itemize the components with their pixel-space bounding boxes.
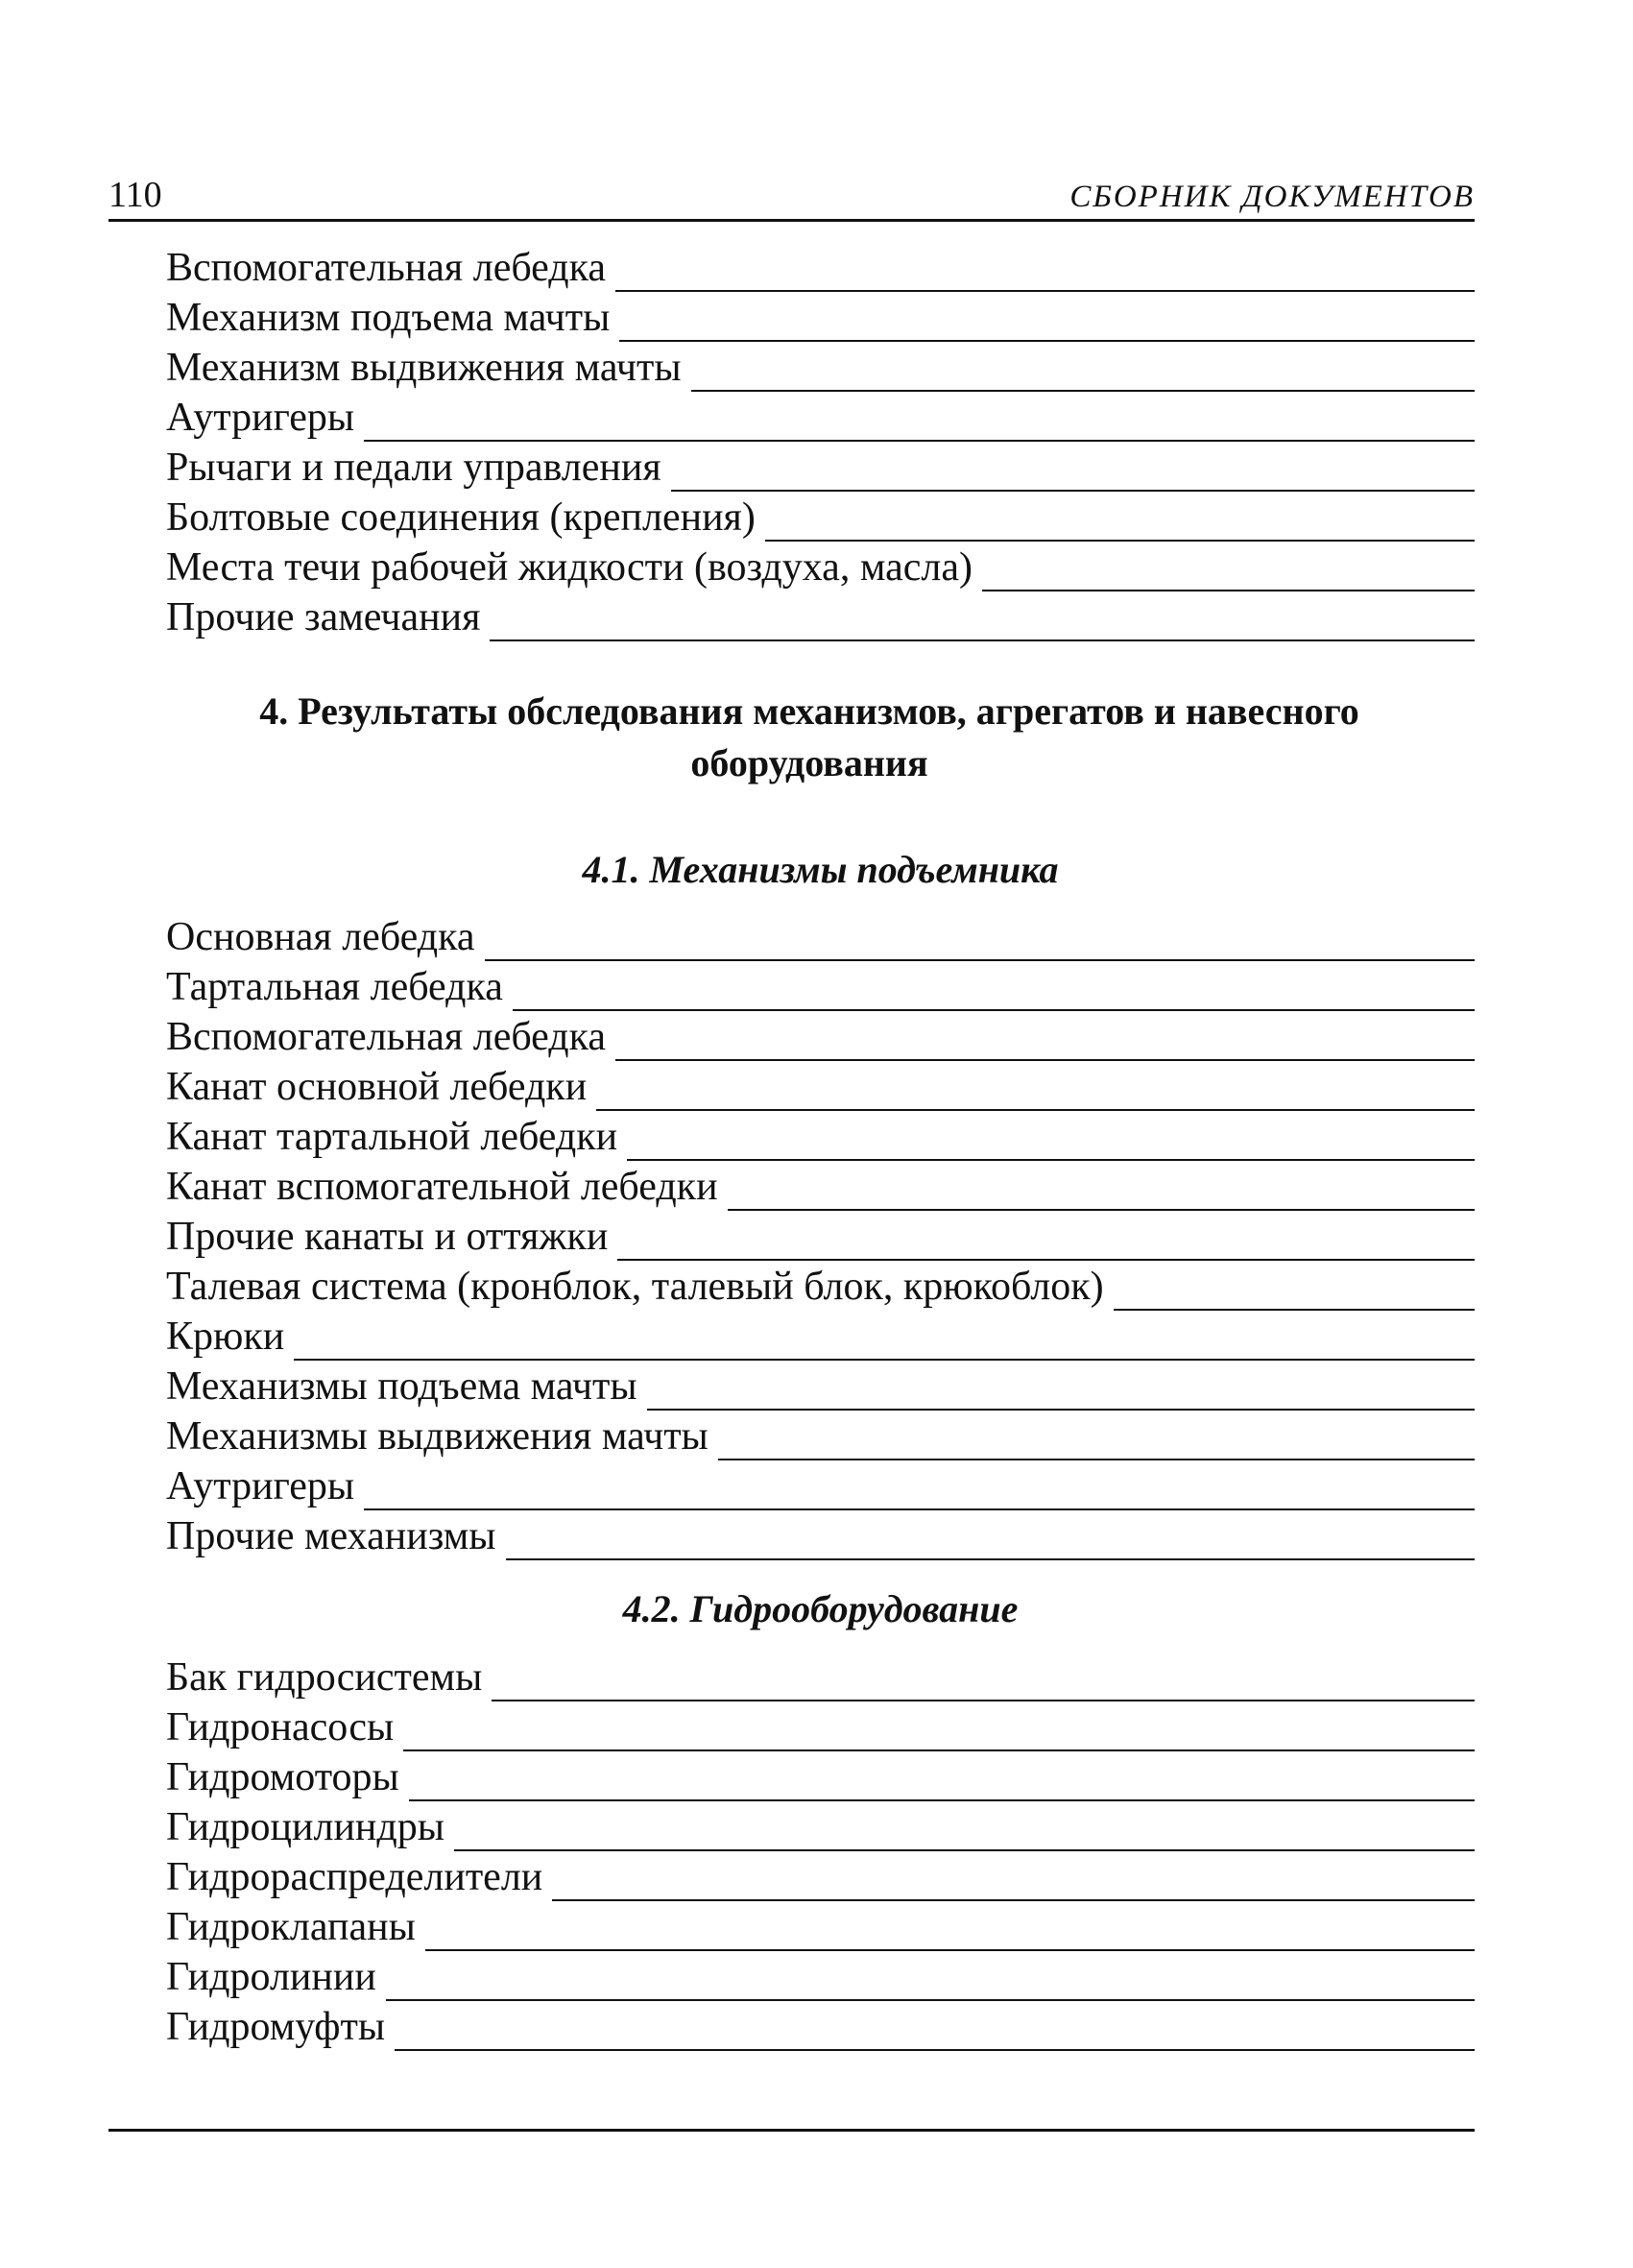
fill-in-line[interactable] — [596, 1099, 1475, 1111]
form-field — [166, 1703, 1475, 1753]
lift-mechanisms-field-list — [166, 913, 1475, 1562]
form-field — [166, 1653, 1475, 1703]
field-label: Талевая система (кронблок, талевый блок, крюкоблок) — [166, 1265, 1104, 1309]
fill-in-line[interactable] — [671, 480, 1475, 492]
form-field — [166, 1512, 1475, 1562]
field-label: Гидромуфты — [166, 2005, 386, 2049]
form-field — [166, 1013, 1475, 1063]
field-label: Гидроцилиндры — [166, 1805, 444, 1849]
fill-in-line[interactable] — [513, 1000, 1475, 1011]
form-field — [166, 1313, 1475, 1363]
section-heading-line-1: 4. Результаты обследования механизмов, агрегатов и навесного — [259, 689, 1359, 733]
running-title: СБОРНИК ДОКУМЕНТОВ — [1069, 180, 1475, 214]
form-field — [166, 1113, 1475, 1163]
continued-field-list — [166, 244, 1475, 643]
fill-in-line[interactable] — [506, 1549, 1476, 1560]
field-label: Гидромоторы — [166, 1755, 399, 1799]
form-field — [166, 444, 1475, 494]
field-label: Гидроклапаны — [166, 1905, 416, 1949]
field-label: Канат основной лебедки — [166, 1065, 588, 1109]
section-heading — [144, 686, 1475, 789]
field-label: Канат вспомогательной лебедки — [166, 1165, 718, 1209]
form-field — [166, 394, 1475, 444]
fill-in-line[interactable] — [454, 1840, 1475, 1851]
fill-in-line[interactable] — [364, 1499, 1475, 1510]
fill-in-line[interactable] — [982, 580, 1475, 591]
subsection-heading-4-1: 4.1. Механизмы подъемника — [582, 848, 1059, 891]
fill-in-line[interactable] — [395, 2039, 1475, 2051]
form-field — [166, 244, 1475, 294]
fill-in-line[interactable] — [364, 430, 1475, 442]
field-label: Гидролинии — [166, 1955, 376, 1999]
fill-in-line[interactable] — [728, 1199, 1475, 1211]
form-field — [166, 1753, 1475, 1803]
field-label: Прочие канаты и оттяжки — [166, 1215, 609, 1259]
fill-in-line[interactable] — [627, 1149, 1475, 1161]
field-label: Бак гидросистемы — [166, 1655, 483, 1700]
fill-in-line[interactable] — [409, 1790, 1475, 1801]
form-field — [166, 1903, 1475, 1953]
fill-in-line[interactable] — [294, 1349, 1475, 1361]
fill-in-line[interactable] — [386, 1990, 1475, 2001]
page-header — [108, 163, 1475, 222]
page-number: 110 — [108, 175, 162, 215]
fill-in-line[interactable] — [490, 630, 1475, 641]
form-field — [166, 1853, 1475, 1903]
fill-in-line[interactable] — [765, 530, 1475, 542]
field-label: Основная лебедка — [166, 915, 475, 959]
fill-in-line[interactable] — [615, 280, 1475, 292]
fill-in-line[interactable] — [718, 1449, 1475, 1460]
field-label: Вспомогательная лебедка — [166, 1015, 607, 1059]
field-label: Гидронасосы — [166, 1705, 395, 1749]
form-field — [166, 294, 1475, 344]
form-field — [166, 1363, 1475, 1412]
field-label: Аутригеры — [166, 396, 355, 440]
fill-in-line[interactable] — [619, 330, 1475, 342]
form-field — [166, 913, 1475, 963]
fill-in-line[interactable] — [647, 1399, 1475, 1411]
field-label: Механизм выдвижения мачты — [166, 346, 682, 390]
field-label: Тартальная лебедка — [166, 965, 503, 1009]
form-field — [166, 543, 1475, 593]
fill-in-line[interactable] — [617, 1249, 1475, 1261]
form-field — [166, 1063, 1475, 1113]
hydraulics-field-list — [166, 1653, 1475, 2053]
subsection-heading-4-2: 4.2. Гидрооборудование — [622, 1587, 1019, 1630]
footer-rule — [108, 2129, 1475, 2132]
fill-in-line[interactable] — [485, 950, 1475, 961]
field-label: Механизмы подъема мачты — [166, 1364, 637, 1409]
form-field — [166, 2003, 1475, 2053]
fill-in-line[interactable] — [691, 380, 1475, 392]
fill-in-line[interactable] — [403, 1740, 1475, 1751]
form-field — [166, 1803, 1475, 1853]
field-label: Рычаги и педали управления — [166, 446, 661, 490]
field-label: Канат тартальной лебедки — [166, 1115, 618, 1159]
field-label: Механизмы выдвижения мачты — [166, 1414, 708, 1459]
form-field — [166, 1163, 1475, 1213]
field-label: Места течи рабочей жидкости (воздуха, масла) — [166, 545, 973, 590]
field-label: Крюки — [166, 1315, 285, 1359]
fill-in-line[interactable] — [552, 1890, 1475, 1901]
field-label: Болтовые соединения (крепления) — [166, 495, 756, 540]
form-field — [166, 963, 1475, 1013]
field-label: Прочие механизмы — [166, 1514, 496, 1558]
form-field — [166, 1412, 1475, 1462]
section-heading-line-2: оборудования — [690, 741, 928, 784]
field-label: Прочие замечания — [166, 595, 481, 639]
form-field — [166, 1462, 1475, 1512]
form-field — [166, 593, 1475, 643]
field-label: Гидрораспределители — [166, 1855, 543, 1899]
form-field — [166, 1263, 1475, 1313]
field-label: Вспомогательная лебедка — [166, 246, 607, 290]
fill-in-line[interactable] — [1114, 1299, 1475, 1311]
form-field — [166, 494, 1475, 543]
form-field — [166, 1213, 1475, 1263]
form-field — [166, 1953, 1475, 2003]
field-label: Механизм подъема мачты — [166, 296, 611, 340]
fill-in-line[interactable] — [425, 1940, 1475, 1951]
fill-in-line[interactable] — [492, 1690, 1475, 1701]
form-field — [166, 344, 1475, 394]
field-label: Аутригеры — [166, 1464, 355, 1508]
fill-in-line[interactable] — [615, 1050, 1475, 1061]
